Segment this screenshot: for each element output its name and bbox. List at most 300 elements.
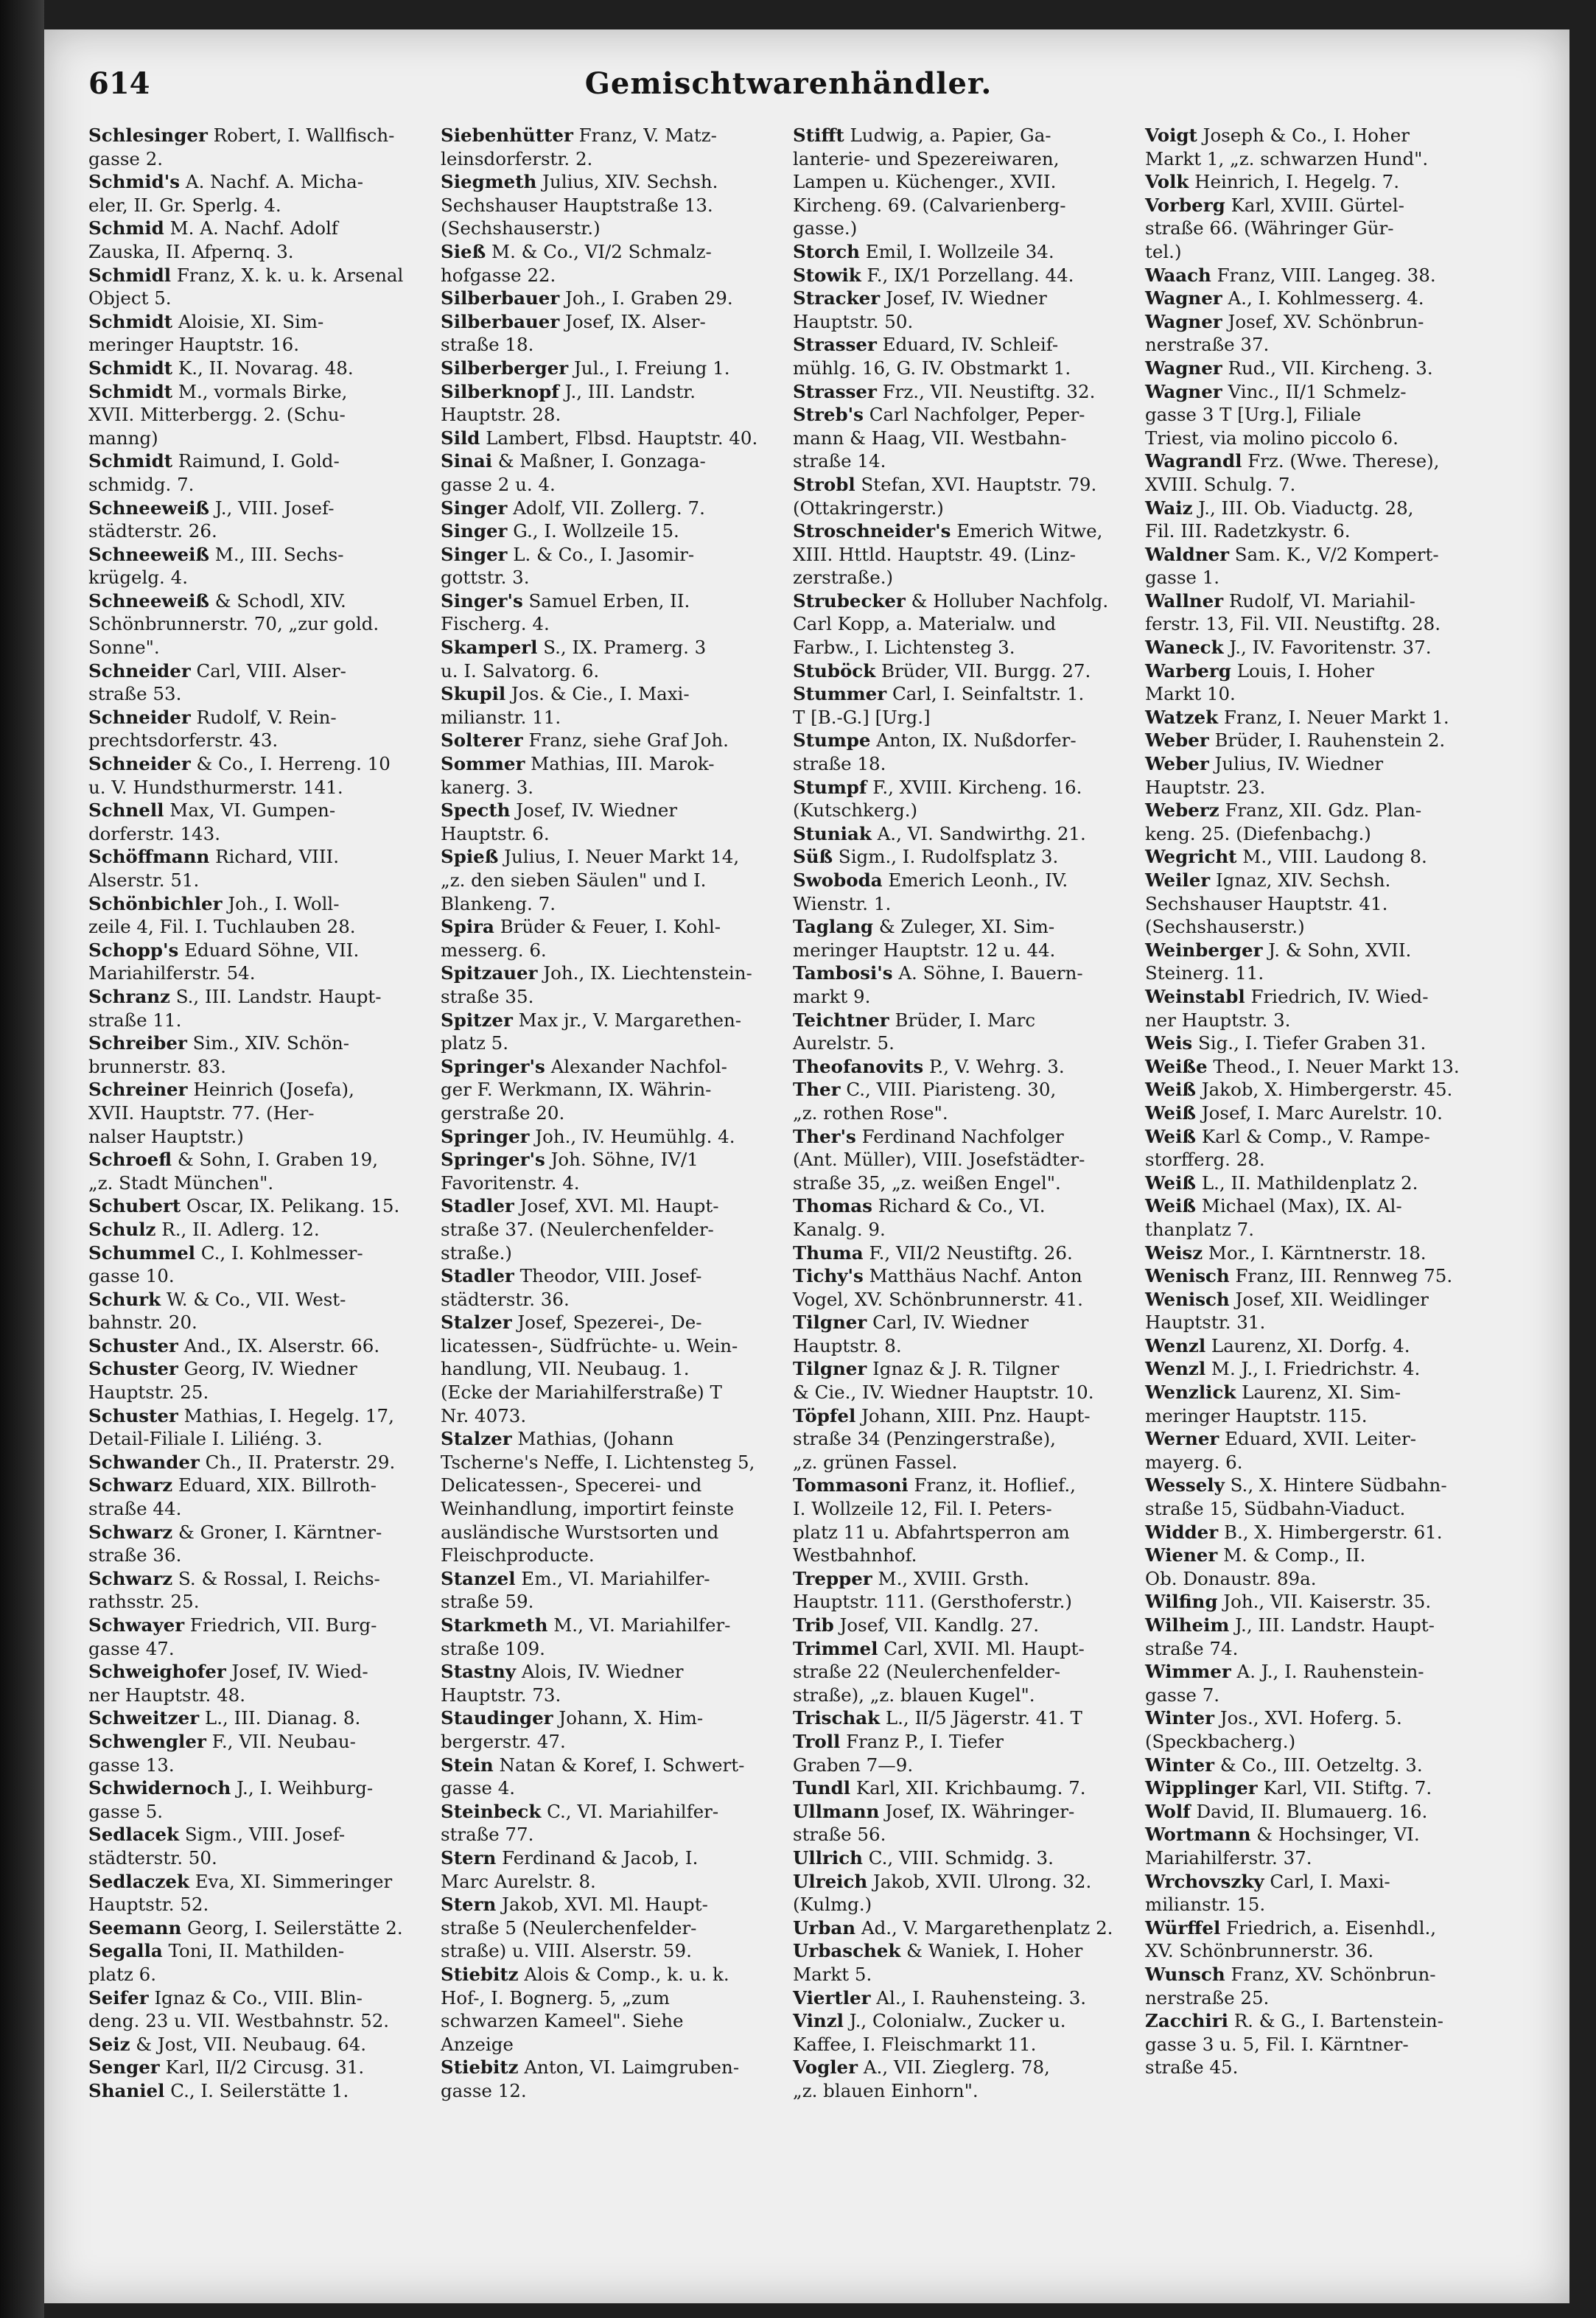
- directory-entry: Springer Joh., IV. Heumühlg. 4.: [441, 1125, 735, 1147]
- directory-entry: Schwarz Eduard, XIX. Billroth- straße 44.: [88, 1474, 377, 1520]
- entry-surname: Tundl: [793, 1777, 851, 1799]
- entry-surname: Wiener: [1145, 1544, 1218, 1566]
- directory-entry: Vinzl J., Colonialw., Zucker u. Kaffee, I. Fleischmarkt 11.: [793, 2010, 1066, 2055]
- entry-surname: Staudinger: [441, 1707, 553, 1729]
- entry-surname: Weinberger: [1145, 939, 1263, 961]
- directory-entry: Weinberger J. & Sohn, XVII. Steinerg. 11.: [1145, 939, 1412, 984]
- directory-entry: Wenisch Franz, III. Rennweg 75.: [1145, 1265, 1453, 1287]
- directory-entry: Schneider Carl, VIII. Alser- straße 53.: [88, 659, 346, 705]
- entry-surname: Trib: [793, 1614, 834, 1636]
- directory-entry: Stalzer Josef, Spezerei-, De- licatessen-, Südfrüchte- u. Wein- handlung, VII. Neubaug. 1. (Ecke der Mariahilferstraße) T Nr. 4073.: [441, 1312, 738, 1426]
- directory-entry: Silberbauer Joh., I. Graben 29.: [441, 287, 733, 309]
- entry-surname: Schmid: [88, 217, 164, 239]
- directory-entry: Schmidt M., vormals Birke, XVII. Mitterbergg. 2. (Schu- manng): [88, 380, 348, 449]
- directory-entry: Schneider & Co., I. Herreng. 10 u. V. Hundsthurmerstr. 141.: [88, 753, 391, 798]
- entry-surname: Tommasoni: [793, 1474, 909, 1496]
- directory-entry: Schwidernoch J., I. Weihburg- gasse 5.: [88, 1777, 374, 1822]
- entry-surname: Siebenhütter: [441, 125, 573, 146]
- entry-surname: Schnell: [88, 799, 164, 822]
- directory-entry: Urban Ad., V. Margarethenplatz 2.: [793, 1916, 1113, 1939]
- directory-entry: Schreiber Sim., XIV. Schön- brunnerstr. 83.: [88, 1032, 350, 1077]
- directory-entry: Wallner Rudolf, VI. Mariahil- ferstr. 13, Fil. VII. Neustiftg. 28.: [1145, 589, 1441, 635]
- directory-entry: Zacchiri R. & G., I. Bartenstein- gasse 3 u. 5, Fil. I. Kärntner- straße 45.: [1145, 2010, 1443, 2079]
- entry-surname: Wenzlick: [1145, 1382, 1236, 1404]
- directory-entry: Specth Josef, IV. Wiedner Hauptstr. 6.: [441, 799, 678, 844]
- entry-surname: Schlesinger: [88, 125, 208, 146]
- entry-surname: Zacchiri: [1145, 2010, 1228, 2032]
- directory-entry: Schneeweiß & Schodl, XIV. Schönbrunnerstr. 70, „zur gold. Sonne".: [88, 589, 379, 659]
- directory-entry: Stiebitz Alois & Comp., k. u. k. Hof-, I. Bognerg. 5, „zum schwarzen Kameel". Siehe Anzeige: [441, 1963, 729, 2055]
- entry-surname: Stummer: [793, 683, 887, 705]
- entry-surname: Weinstabl: [1145, 985, 1245, 1007]
- entry-surname: Würffel: [1145, 1916, 1221, 1939]
- entry-surname: Wagner: [1145, 287, 1222, 309]
- directory-entry: Seiz & Jost, VII. Neubaug. 64.: [88, 2033, 367, 2055]
- directory-entry: Wenzl M. J., I. Friedrichstr. 4.: [1145, 1358, 1421, 1380]
- directory-entry: Schurk W. & Co., VII. West- bahnstr. 20.: [88, 1288, 346, 1334]
- directory-entry: Trib Josef, VII. Kandlg. 27.: [793, 1614, 1040, 1636]
- directory-entry: Wipplinger Karl, VII. Stiftg. 7.: [1145, 1777, 1432, 1799]
- entry-surname: Senger: [88, 2056, 160, 2079]
- directory-entry: Strubecker & Holluber Nachfolg. Carl Kopp, a. Materialw. und Farbw., I. Lichtensteg 3.: [793, 589, 1109, 659]
- directory-entry: Weber Julius, IV. Wiedner Hauptstr. 23.: [1145, 753, 1384, 798]
- entry-surname: Singer: [441, 497, 508, 519]
- entry-surname: Trimmel: [793, 1637, 878, 1659]
- entry-surname: Wenzl: [1145, 1334, 1206, 1356]
- entry-surname: Thuma: [793, 1242, 864, 1264]
- directory-entry: Schmidt Aloisie, XI. Sim- meringer Hauptstr. 16.: [88, 310, 324, 356]
- entry-surname: Sieß: [441, 240, 486, 262]
- entry-surname: Segalla: [88, 1940, 163, 1962]
- directory-column-2: [441, 124, 784, 2102]
- entry-surname: Schwander: [88, 1451, 200, 1473]
- directory-entry: Stummer Carl, I. Seinfaltstr. 1. T [B.-G.] [Urg.]: [793, 683, 1085, 728]
- entry-surname: Silberknopf: [441, 380, 559, 402]
- directory-entry: Wilfing Joh., VII. Kaiserstr. 35.: [1145, 1591, 1432, 1613]
- entry-surname: Ullmann: [793, 1800, 880, 1822]
- entry-surname: Tilgner: [793, 1312, 867, 1334]
- directory-entry: Ther's Ferdinand Nachfolger (Ant. Müller), VIII. Josefstädter- straße 35, „z. weißen Engel".: [793, 1125, 1085, 1194]
- entry-surname: Urbaschek: [793, 1940, 901, 1962]
- directory-entry: Silberbauer Josef, IX. Alser- straße 18.: [441, 310, 706, 356]
- directory-entry: Weis Sig., I. Tiefer Graben 31.: [1145, 1032, 1427, 1054]
- entry-surname: Wrchovszky: [1145, 1870, 1264, 1892]
- directory-entry: Schulz R., II. Adlerg. 12.: [88, 1218, 320, 1240]
- entry-surname: Seifer: [88, 1986, 149, 2009]
- entry-surname: Schmidt: [88, 450, 173, 472]
- entry-surname: Schroefl: [88, 1149, 172, 1171]
- directory-entry: Schwarz S. & Rossal, I. Reichs- rathsstr. 25.: [88, 1567, 380, 1613]
- directory-entry: Ulreich Jakob, XVII. Ulrong. 32. (Kulmg.): [793, 1870, 1092, 1916]
- directory-entry: Sommer Mathias, III. Marok- kanerg. 3.: [441, 753, 715, 798]
- directory-entry: Wenisch Josef, XII. Weidlinger Hauptstr. 31.: [1145, 1288, 1429, 1334]
- directory-entry: Tommasoni Franz, it. Hoflief., I. Wollzeile 12, Fil. I. Peters- platz 11 u. Abfahrtsperron am Westbahnhof.: [793, 1474, 1076, 1566]
- entry-surname: Urban: [793, 1916, 856, 1939]
- entry-surname: Waldner: [1145, 543, 1230, 565]
- entry-surname: Specth: [441, 799, 511, 822]
- entry-surname: Weis: [1145, 1032, 1193, 1054]
- entry-surname: Troll: [793, 1730, 841, 1752]
- directory-entry: Wagner Josef, XV. Schönbrun- nerstraße 37.: [1145, 310, 1424, 356]
- directory-entry: Schmidl Franz, X. k. u. k. Arsenal Object 5.: [88, 264, 404, 309]
- entry-surname: Sild: [441, 427, 480, 449]
- directory-entry: Schubert Oscar, IX. Pelikang. 15.: [88, 1195, 400, 1217]
- directory-entry: Urbaschek & Waniek, I. Hoher Markt 5.: [793, 1940, 1083, 1985]
- directory-entry: Weiß Josef, I. Marc Aurelstr. 10.: [1145, 1102, 1443, 1124]
- entry-surname: Spieß: [441, 846, 499, 868]
- directory-entry: Schwarz & Groner, I. Kärntner- straße 36.: [88, 1521, 382, 1566]
- directory-entry: Weiß Jakob, X. Himbergerstr. 45.: [1145, 1079, 1453, 1101]
- directory-entry: Schneeweiß M., III. Sechs- krügelg. 4.: [88, 543, 344, 589]
- entry-surname: Wipplinger: [1145, 1777, 1258, 1799]
- directory-entry: Ullmann Josef, IX. Währinger- straße 56.: [793, 1800, 1075, 1846]
- directory-entry: Singer L. & Co., I. Jasomir- gottstr. 3.: [441, 543, 695, 589]
- entry-surname: Weber: [1145, 729, 1209, 752]
- directory-entry: Segalla Toni, II. Mathilden- platz 6.: [88, 1940, 345, 1985]
- directory-entry: Vorberg Karl, XVIII. Gürtel- straße 66. (Währinger Gür- tel.): [1145, 194, 1404, 262]
- directory-entry: Schmidt Raimund, I. Gold- schmidg. 7.: [88, 450, 340, 495]
- directory-entry: Wunsch Franz, XV. Schönbrun- nerstraße 25.: [1145, 1963, 1436, 2009]
- directory-entry: Stumpf F., XVIII. Kircheng. 16. (Kutschkerg.): [793, 776, 1082, 822]
- page-header: [88, 66, 1488, 111]
- entry-surname: Singer: [441, 543, 508, 565]
- directory-entry: Widder B., X. Himbergerstr. 61.: [1145, 1521, 1443, 1543]
- entry-surname: Sommer: [441, 753, 525, 775]
- entry-surname: Schwidernoch: [88, 1777, 231, 1799]
- entry-surname: Vorberg: [1145, 194, 1225, 216]
- entry-surname: Tambosi's: [793, 962, 893, 984]
- entry-surname: Silberberger: [441, 357, 569, 379]
- entry-surname: Schneeweiß: [88, 497, 210, 519]
- entry-surname: Skupil: [441, 683, 506, 705]
- directory-entry: Ullrich C., VIII. Schmidg. 3.: [793, 1846, 1054, 1869]
- entry-surname: Schummel: [88, 1242, 195, 1264]
- directory-column-3: [793, 124, 1136, 2102]
- directory-entry: Tambosi's A. Söhne, I. Bauern- markt 9.: [793, 962, 1083, 1007]
- entry-surname: Schmidt: [88, 357, 173, 379]
- directory-entry: Wegricht M., VIII. Laudong 8.: [1145, 846, 1427, 868]
- entry-surname: Süß: [793, 846, 833, 868]
- directory-entry: Weiß Michael (Max), IX. Al- thanplatz 7.: [1145, 1195, 1402, 1240]
- directory-entry: Strasser Frz., VII. Neustiftg. 32.: [793, 380, 1096, 402]
- directory-entry: Stracker Josef, IV. Wiedner Hauptstr. 50.: [793, 287, 1047, 332]
- directory-entry: Theofanovits P., V. Wehrg. 3.: [793, 1055, 1065, 1077]
- entry-surname: Waach: [1145, 264, 1211, 286]
- entry-surname: Wagner: [1145, 357, 1222, 379]
- directory-column-4: [1145, 124, 1488, 2102]
- entry-surname: Ullrich: [793, 1846, 863, 1869]
- entry-surname: Schneeweiß: [88, 543, 210, 565]
- directory-entry: Wagrandl Frz. (Wwe. Therese), XVIII. Schulg. 7.: [1145, 450, 1440, 495]
- entry-surname: Schwarz: [88, 1474, 173, 1496]
- directory-entry: Winter & Co., III. Oetzeltg. 3.: [1145, 1754, 1423, 1776]
- entry-surname: Springer: [441, 1125, 530, 1147]
- directory-entry: Spira Brüder & Feuer, I. Kohl- messerg. 6.: [441, 916, 721, 961]
- directory-entry: Swoboda Emerich Leonh., IV. Wienstr. 1.: [793, 869, 1068, 914]
- directory-entry: Schlesinger Robert, I. Wallfisch- gasse 2.: [88, 125, 395, 169]
- directory-entry: Weinstabl Friedrich, IV. Wied- ner Hauptstr. 3.: [1145, 985, 1429, 1031]
- entry-surname: Wilheim: [1145, 1614, 1230, 1636]
- entry-surname: Stern: [441, 1846, 497, 1869]
- entry-surname: Sedlaczek: [88, 1870, 189, 1892]
- entry-surname: Wenzl: [1145, 1358, 1206, 1380]
- directory-entry: Seemann Georg, I. Seilerstätte 2.: [88, 1916, 403, 1939]
- directory-entry: Skupil Jos. & Cie., I. Maxi- milianstr. 11.: [441, 683, 690, 728]
- directory-entry: Weisz Mor., I. Kärntnerstr. 18.: [1145, 1242, 1427, 1264]
- directory-entry: Stroschneider's Emerich Witwe, XIII. Httld. Hauptstr. 49. (Linz- zerstraße.): [793, 520, 1103, 589]
- directory-entry: Seifer Ignaz & Co., VIII. Blin- deng. 23 u. VII. Westbahnstr. 52.: [88, 1986, 390, 2032]
- entry-surname: Schuster: [88, 1404, 178, 1426]
- directory-entry: Trischak L., II/5 Jägerstr. 41. T: [793, 1707, 1082, 1729]
- directory-entry: Weberz Franz, XII. Gdz. Plan- keng. 25. (Diefenbachg.): [1145, 799, 1422, 844]
- directory-entry: Stalzer Mathias, (Johann Tscherne's Neffe, I. Lichtensteg 5, Delicatessen-, Specerei- und Weinhandlung, importirt feinste ausländische Wurstsorten und Fleischproducte.: [441, 1428, 755, 1566]
- entry-surname: Stifft: [793, 125, 844, 146]
- entry-surname: Seiz: [88, 2033, 130, 2055]
- directory-entry: Waach Franz, VIII. Langeg. 38.: [1145, 264, 1436, 286]
- entry-surname: Schwengler: [88, 1730, 206, 1752]
- entry-surname: Stumpf: [793, 776, 867, 798]
- entry-surname: Weberz: [1145, 799, 1219, 822]
- directory-entry: Singer's Samuel Erben, II. Fischerg. 4.: [441, 589, 690, 635]
- directory-entry: Stadler Josef, XVI. Ml. Haupt- straße 37. (Neulerchenfelder- straße.): [441, 1195, 719, 1264]
- directory-entry: Stiebitz Anton, VI. Laimgruben- gasse 12.: [441, 2056, 740, 2101]
- directory-entry: Silberknopf J., III. Landstr. Hauptstr. 28.: [441, 380, 696, 426]
- directory-entry: Wrchovszky Carl, I. Maxi- milianstr. 15.: [1145, 1870, 1390, 1916]
- entry-surname: Weiß: [1145, 1172, 1197, 1194]
- directory-entry: Siegmeth Julius, XIV. Sechsh. Sechshauser Hauptstraße 13. (Sechshauserstr.): [441, 171, 718, 239]
- entry-surname: Stumpe: [793, 729, 871, 752]
- entry-surname: Waiz: [1145, 497, 1193, 519]
- entry-surname: Stiebitz: [441, 2056, 519, 2079]
- entry-surname: Wunsch: [1145, 1963, 1225, 1985]
- entry-surname: Stadler: [441, 1195, 514, 1217]
- entry-surname: Starkmeth: [441, 1614, 548, 1636]
- directory-entry: Staudinger Johann, X. Him- bergerstr. 47.: [441, 1707, 704, 1752]
- directory-entry: Taglang & Zuleger, XI. Sim- meringer Hauptstr. 12 u. 44.: [793, 916, 1056, 961]
- directory-entry: Streb's Carl Nachfolger, Peper- mann & Haag, VII. Westbahn- straße 14.: [793, 404, 1085, 472]
- entry-surname: Schneeweiß: [88, 589, 210, 612]
- entry-surname: Springer's: [441, 1055, 545, 1077]
- directory-entry: Singer Adolf, VII. Zollerg. 7.: [441, 497, 705, 519]
- directory-entry: Silberberger Jul., I. Freiung 1.: [441, 357, 730, 379]
- directory-entry: Weiler Ignaz, XIV. Sechsh. Sechshauser Hauptstr. 41. (Sechshauserstr.): [1145, 869, 1391, 938]
- entry-surname: Trepper: [793, 1567, 872, 1589]
- directory-entry: Wagner Vinc., II/1 Schmelz- gasse 3 T [Urg.], Filiale Triest, via molino piccolo 6.: [1145, 380, 1407, 449]
- directory-entry: Schöffmann Richard, VIII. Alserstr. 51.: [88, 846, 339, 891]
- directory-entry: Sieß M. & Co., VI/2 Schmalz- hofgasse 22.: [441, 240, 712, 286]
- page-title: Gemischtwarenhändler.: [584, 66, 993, 101]
- entry-surname: Schreiner: [88, 1079, 188, 1101]
- directory-entry: Stastny Alois, IV. Wiedner Hauptstr. 73.: [441, 1661, 684, 1706]
- directory-entry: Wortmann & Hochsinger, VI. Mariahilferstr. 37.: [1145, 1824, 1420, 1869]
- directory-entry: Schwayer Friedrich, VII. Burg- gasse 47.: [88, 1614, 377, 1659]
- book-spine: [0, 0, 44, 2318]
- directory-entry: Weber Brüder, I. Rauhenstein 2.: [1145, 729, 1446, 752]
- entry-surname: Teichtner: [793, 1009, 889, 1031]
- directory-entry: Schmidt K., II. Novarag. 48.: [88, 357, 354, 379]
- directory-entry: Schmid M. A. Nachf. Adolf Zauska, II. Afpernq. 3.: [88, 217, 338, 262]
- directory-entry: Wessely S., X. Hintere Südbahn- straße 15, Südbahn-Viaduct.: [1145, 1474, 1447, 1520]
- directory-entry: Sedlaczek Eva, XI. Simmeringer Hauptstr. 52.: [88, 1870, 393, 1916]
- directory-entry: Shaniel C., I. Seilerstätte 1.: [88, 2079, 349, 2101]
- entry-surname: Weiße: [1145, 1055, 1208, 1077]
- directory-entry: Springer's Alexander Nachfol- ger F. Werkmann, IX. Währin- gerstraße 20.: [441, 1055, 727, 1124]
- directory-entry: Schummel C., I. Kohlmesser- gasse 10.: [88, 1242, 363, 1287]
- entry-surname: Weiß: [1145, 1195, 1197, 1217]
- directory-entry: Wagner A., I. Kohlmesserg. 4.: [1145, 287, 1424, 309]
- directory-entry: Spitzer Max jr., V. Margarethen- platz 5.: [441, 1009, 741, 1054]
- entry-surname: Siegmeth: [441, 171, 537, 193]
- entry-surname: Seemann: [88, 1916, 182, 1939]
- entry-surname: Solterer: [441, 729, 523, 752]
- directory-entry: Wenzl Laurenz, XI. Dorfg. 4.: [1145, 1334, 1410, 1356]
- entry-surname: Schönbichler: [88, 892, 223, 914]
- entry-surname: Strasser: [793, 334, 877, 356]
- entry-surname: Storch: [793, 240, 860, 262]
- entry-surname: Strasser: [793, 380, 877, 402]
- directory-entry: Sild Lambert, Flbsd. Hauptstr. 40.: [441, 427, 758, 449]
- directory-entry: Schneeweiß J., VIII. Josef- städterstr. 26.: [88, 497, 335, 542]
- entry-surname: Wessely: [1145, 1474, 1225, 1496]
- entry-surname: Swoboda: [793, 869, 883, 891]
- entry-surname: Schuster: [88, 1358, 178, 1380]
- directory-entry: Stern Jakob, XVI. Ml. Haupt- straße 5 (Neulerchenfelder- straße) u. VIII. Alserstr. 59.: [441, 1894, 708, 1962]
- entry-surname: Wegricht: [1145, 846, 1237, 868]
- entry-surname: Widder: [1145, 1521, 1219, 1543]
- directory-entry: Stadler Theodor, VIII. Josef- städterstr. 36.: [441, 1265, 702, 1310]
- directory-entry: Strasser Eduard, IV. Schleif- mühlg. 16, G. IV. Obstmarkt 1.: [793, 334, 1071, 379]
- entry-surname: Volk: [1145, 171, 1189, 193]
- directory-entry: Weiß L., II. Mathildenplatz 2.: [1145, 1172, 1418, 1194]
- entry-surname: Schmidl: [88, 264, 172, 286]
- directory-entry: Waneck J., IV. Favoritenstr. 37.: [1145, 637, 1432, 659]
- entry-surname: Schranz: [88, 985, 170, 1007]
- directory-entry: Schroefl & Sohn, I. Graben 19, „z. Stadt München".: [88, 1149, 378, 1194]
- entry-surname: Wolf: [1145, 1800, 1191, 1822]
- directory-entry: Tilgner Ignaz & J. R. Tilgner & Cie., IV. Wiedner Hauptstr. 10.: [793, 1358, 1094, 1404]
- entry-surname: Schreiber: [88, 1032, 187, 1054]
- entry-surname: Weber: [1145, 753, 1209, 775]
- directory-entry: Storch Emil, I. Wollzeile 34.: [793, 240, 1054, 262]
- entry-surname: Schmidt: [88, 380, 173, 402]
- directory-entry: Süß Sigm., I. Rudolfsplatz 3.: [793, 846, 1059, 868]
- entry-surname: Theofanovits: [793, 1055, 924, 1077]
- directory-entry: Schwengler F., VII. Neubau- gasse 13.: [88, 1730, 356, 1776]
- directory-entry: Wiener M. & Comp., II. Ob. Donaustr. 89a.: [1145, 1544, 1366, 1589]
- directory-entry: Tundl Karl, XII. Krichbaumg. 7.: [793, 1777, 1086, 1799]
- directory-entry: Schönbichler Joh., I. Woll- zeile 4, Fil. I. Tuchlauben 28.: [88, 892, 356, 938]
- directory-entry: Skamperl S., IX. Pramerg. 3 u. I. Salvatorg. 6.: [441, 637, 707, 682]
- entry-surname: Schneider: [88, 706, 191, 728]
- entry-surname: Sinai: [441, 450, 492, 472]
- entry-surname: Warberg: [1145, 659, 1231, 682]
- entry-surname: Schweitzer: [88, 1707, 200, 1729]
- directory-entry: Wenzlick Laurenz, XI. Sim- meringer Hauptstr. 115.: [1145, 1382, 1401, 1426]
- directory-entry: Weiß Karl & Comp., V. Rampe- storfferg. 28.: [1145, 1125, 1430, 1171]
- entry-surname: Schopp's: [88, 939, 179, 961]
- directory-entry: Schuster Mathias, I. Hegelg. 17, Detail-Filiale I. Liliéng. 3.: [88, 1404, 394, 1450]
- entry-surname: Stadler: [441, 1265, 514, 1287]
- directory-entry: Ther C., VIII. Piaristeng. 30, „z. rothen Rose".: [793, 1079, 1057, 1124]
- directory-entry: Schmid's A. Nachf. A. Micha- eler, II. Gr. Sperlg. 4.: [88, 171, 364, 216]
- directory-entry: Springer's Joh. Söhne, IV/1 Favoritenstr. 4.: [441, 1149, 699, 1194]
- directory-entry: Schnell Max, VI. Gumpen- dorferstr. 143.: [88, 799, 336, 844]
- entry-surname: Schöffmann: [88, 846, 210, 868]
- directory-entry: Warberg Louis, I. Hoher Markt 10.: [1145, 659, 1374, 705]
- entry-surname: Stein: [441, 1754, 494, 1776]
- directory-entry: Stowik F., IX/1 Porzellang. 44.: [793, 264, 1074, 286]
- entry-surname: Schwarz: [88, 1567, 173, 1589]
- entry-surname: Stroschneider's: [793, 520, 951, 542]
- entry-surname: Schneider: [88, 659, 191, 682]
- entry-surname: Thomas: [793, 1195, 872, 1217]
- directory-entry: Schweitzer L., III. Dianag. 8.: [88, 1707, 361, 1729]
- entry-surname: Stanzel: [441, 1567, 516, 1589]
- directory-entry: Spieß Julius, I. Neuer Markt 14, „z. den sieben Säulen" und I. Blankeng. 7.: [441, 846, 740, 914]
- directory-entry: Wimmer A. J., I. Rauhenstein- gasse 7.: [1145, 1661, 1424, 1706]
- directory-entry: Stuniak A., VI. Sandwirthg. 21.: [793, 822, 1086, 844]
- directory-entry: Voigt Joseph & Co., I. Hoher Markt 1, „z. schwarzen Hund".: [1145, 125, 1429, 169]
- directory-entry: Strobl Stefan, XVI. Hauptstr. 79. (Ottakringerstr.): [793, 473, 1097, 519]
- entry-surname: Winter: [1145, 1707, 1215, 1729]
- entry-surname: Wenisch: [1145, 1288, 1230, 1310]
- directory-entry: Tichy's Matthäus Nachf. Anton Vogel, XV. Schönbrunnerstr. 41.: [793, 1265, 1083, 1310]
- directory-entry: Singer G., I. Wollzeile 15.: [441, 520, 679, 542]
- entry-surname: Stalzer: [441, 1428, 512, 1450]
- entry-surname: Singer's: [441, 589, 523, 612]
- directory-entry: Werner Eduard, XVII. Leiter- mayerg. 6.: [1145, 1428, 1417, 1473]
- entry-surname: Stiebitz: [441, 1963, 519, 1985]
- directory-entry: Trepper M., XVIII. Grsth. Hauptstr. 111. (Gersthoferstr.): [793, 1567, 1072, 1613]
- entry-surname: Weiler: [1145, 869, 1211, 891]
- entry-surname: Springer's: [441, 1149, 545, 1171]
- directory-entry: Weiße Theod., I. Neuer Markt 13.: [1145, 1055, 1460, 1077]
- entry-surname: Stastny: [441, 1661, 517, 1683]
- directory-entry: Schneider Rudolf, V. Rein- prechtsdorferstr. 43.: [88, 706, 337, 752]
- entry-surname: Vinzl: [793, 2010, 844, 2032]
- directory-entry: Sinai & Maßner, I. Gonzaga- gasse 2 u. 4.: [441, 450, 706, 495]
- entry-surname: Schwayer: [88, 1614, 185, 1636]
- directory-entry: Wolf David, II. Blumauerg. 16.: [1145, 1800, 1428, 1822]
- directory-entry: Waiz J., III. Ob. Viaductg. 28, Fil. III. Radetzkystr. 6.: [1145, 497, 1414, 542]
- entry-surname: Waneck: [1145, 637, 1224, 659]
- directory-entry: Thomas Richard & Co., VI. Kanalg. 9.: [793, 1195, 1046, 1240]
- entry-surname: Voigt: [1145, 125, 1197, 146]
- directory-entry: Schopp's Eduard Söhne, VII. Mariahilferstr. 54.: [88, 939, 360, 984]
- directory-entry: Thuma F., VII/2 Neustiftg. 26.: [793, 1242, 1073, 1264]
- directory-entry: Troll Franz P., I. Tiefer Graben 7—9.: [793, 1730, 1004, 1776]
- entry-surname: Schneider: [88, 753, 191, 775]
- entry-surname: Steinbeck: [441, 1800, 542, 1822]
- entry-surname: Spira: [441, 916, 494, 938]
- entry-surname: Tilgner: [793, 1358, 867, 1380]
- directory-entry: Watzek Franz, I. Neuer Markt 1.: [1145, 706, 1449, 728]
- directory-entry: Teichtner Brüder, I. Marc Aurelstr. 5.: [793, 1009, 1036, 1054]
- directory-entry: Sedlacek Sigm., VIII. Josef- städterstr. 50.: [88, 1824, 346, 1869]
- entry-surname: Wallner: [1145, 589, 1224, 612]
- directory-entry: Stein Natan & Koref, I. Schwert- gasse 4.: [441, 1754, 745, 1799]
- directory-entry: Schweighofer Josef, IV. Wied- ner Hauptstr. 48.: [88, 1661, 368, 1706]
- entry-surname: Ulreich: [793, 1870, 868, 1892]
- entry-surname: Wortmann: [1145, 1824, 1251, 1846]
- entry-surname: Schubert: [88, 1195, 181, 1217]
- directory-entry: Stumpe Anton, IX. Nußdorfer- straße 18.: [793, 729, 1077, 775]
- entry-surname: Weiß: [1145, 1079, 1197, 1101]
- directory-entry: Stuböck Brüder, VII. Burgg. 27.: [793, 659, 1091, 682]
- directory-entry: Schranz S., III. Landstr. Haupt- straße 11.: [88, 985, 382, 1031]
- entry-surname: Strubecker: [793, 589, 906, 612]
- directory-entry: Wagner Rud., VII. Kircheng. 3.: [1145, 357, 1433, 379]
